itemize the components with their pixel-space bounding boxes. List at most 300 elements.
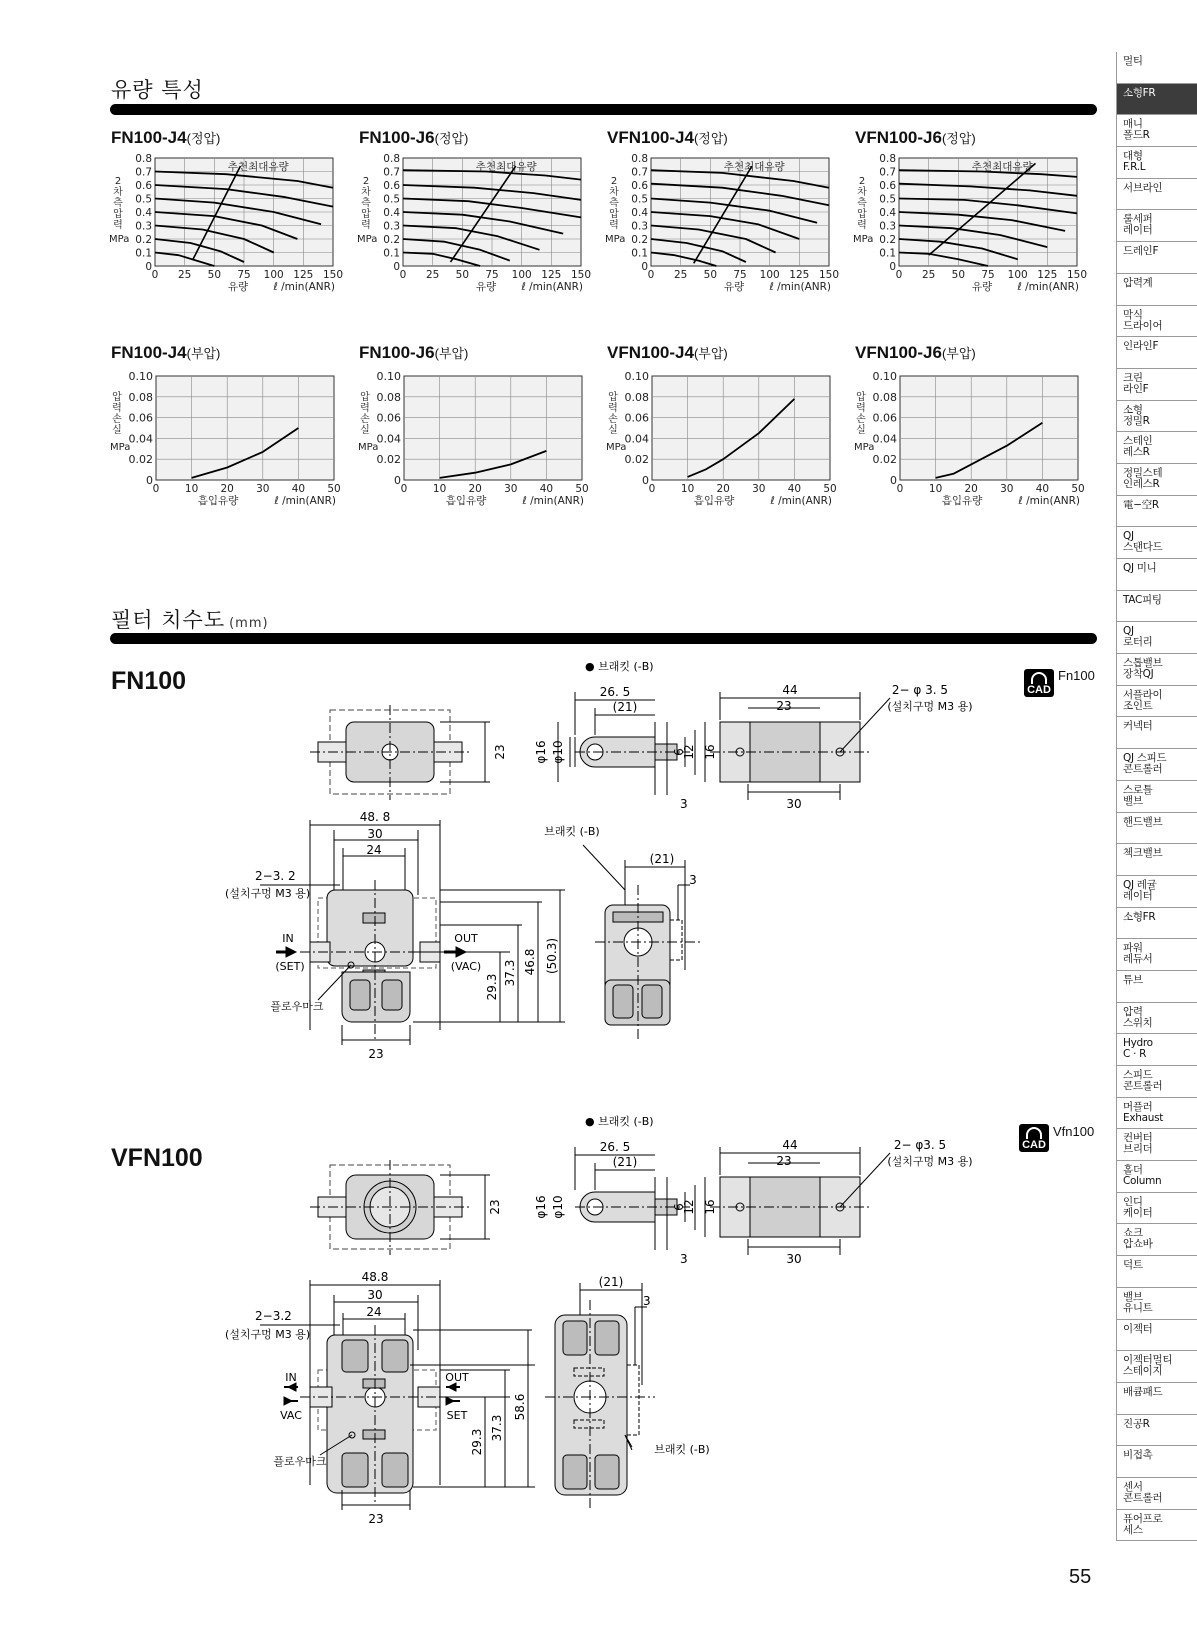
sidebar-tab[interactable]: 소형 정밀R	[1116, 401, 1197, 433]
y-axis-label-char: 압	[857, 209, 867, 220]
y-tick-label: 0.06	[128, 411, 153, 425]
y-tick-label: 0.7	[383, 166, 400, 179]
y-tick-label: 0	[146, 474, 153, 487]
x-tick-label: 0	[647, 269, 655, 281]
y-tick-label: 0.04	[376, 432, 401, 446]
y-axis-label-char: 력	[609, 220, 619, 231]
dim-text: 2−3. 2	[255, 869, 296, 883]
y-axis-label-char: 력	[608, 403, 618, 414]
y-axis-label-char: 차	[113, 187, 123, 198]
y-tick-label: 0.4	[879, 207, 896, 219]
sidebar-tab[interactable]: TAC피팅	[1116, 591, 1197, 623]
y-tick-label: 0.4	[135, 207, 152, 219]
y-tick-label: 0.08	[376, 390, 401, 404]
y-tick-label: 0	[642, 474, 649, 487]
port-label-vac: VAC	[280, 1409, 302, 1422]
flow-chart-fn100-j4-positive	[108, 154, 356, 304]
y-axis-label-char: 측	[857, 198, 867, 209]
x-tick-label: 25	[177, 269, 192, 281]
y-tick-label: 0.4	[631, 207, 648, 219]
x-tick-label: 125	[293, 269, 314, 281]
vfn100-side-view	[545, 1283, 655, 1510]
y-axis-unit: MPa	[605, 234, 626, 245]
y-axis-unit: MPa	[109, 234, 130, 245]
y-tick-label: 0.3	[135, 220, 152, 233]
sidebar-tab[interactable]: 룰세퍼 레이터	[1116, 210, 1197, 242]
y-tick-label: 0.08	[128, 390, 153, 404]
x-axis-unit: ℓ /min(ANR)	[770, 495, 832, 507]
x-tick-label: 50	[327, 483, 341, 495]
y-axis-label-char: 손	[608, 414, 618, 425]
y-axis-label-char: 2	[858, 176, 866, 187]
dim-text: 3	[680, 797, 688, 811]
sidebar-tab[interactable]: 스테인 레스R	[1116, 432, 1197, 464]
x-tick-label: 50	[703, 269, 718, 281]
chart-title: VFN100-J6(부압)	[855, 343, 976, 362]
y-axis-label-char: 압	[360, 392, 370, 403]
x-axis-label: 유량	[723, 281, 745, 293]
y-axis-unit: MPa	[606, 442, 627, 453]
dim-text: 29.3	[485, 973, 499, 1001]
y-axis-label-char: 실	[608, 425, 618, 436]
y-tick-label: 0.1	[631, 247, 648, 260]
y-tick-label: 0.3	[879, 220, 896, 233]
x-axis-unit: ℓ /min(ANR)	[769, 281, 831, 293]
plot-area	[156, 376, 334, 480]
section-rule-flow	[110, 104, 1097, 115]
x-tick-label: 25	[921, 269, 936, 281]
sidebar-tab[interactable]: 스로틀 밸브	[1116, 781, 1197, 813]
dim-text: 30	[786, 1252, 802, 1266]
x-tick-label: 30	[752, 483, 766, 495]
y-tick-label: 0.02	[128, 453, 153, 467]
y-tick-label: 0.8	[631, 153, 648, 165]
y-tick-label: 0.02	[376, 453, 401, 467]
fn100-dimension-drawing	[200, 660, 1020, 1100]
port-label-set: (SET)	[275, 960, 305, 973]
y-tick-label: 0.5	[879, 193, 896, 206]
x-tick-label: 0	[648, 483, 656, 495]
y-tick-label: 0.10	[624, 370, 649, 383]
sidebar-tab[interactable]: 압력계	[1116, 274, 1197, 306]
sidebar-tab[interactable]: 대형 F.R.L	[1116, 147, 1197, 179]
x-tick-label: 40	[787, 483, 802, 495]
x-tick-label: 100	[759, 269, 780, 281]
bracket-title: ● 브래킷 (-B)	[585, 1115, 654, 1128]
dim-text: 3	[689, 873, 697, 887]
y-tick-label: 0.7	[879, 166, 896, 179]
y-axis-label-char: 손	[360, 414, 370, 425]
chart-title: FN100-J6(정압)	[359, 128, 469, 147]
dim-text: 6	[672, 1203, 686, 1211]
y-tick-label: 0.6	[135, 180, 152, 192]
y-axis-label-char: 압	[608, 392, 618, 403]
y-tick-label: 0.5	[135, 193, 152, 206]
sidebar-tab[interactable]: 덕트	[1116, 1256, 1197, 1288]
dim-text: 44	[782, 683, 798, 697]
plot-area	[652, 376, 830, 480]
y-tick-label: 0.10	[376, 370, 401, 383]
y-axis-label-char: 차	[609, 187, 619, 198]
dim-text: φ10	[551, 740, 565, 764]
x-axis-unit: ℓ /min(ANR)	[1018, 495, 1080, 507]
recommended-max-label: 추천최대유량	[475, 161, 537, 173]
dim-text: φ16	[534, 740, 548, 764]
flow-chart-vfn100-j6-negative	[852, 368, 1100, 520]
sidebar-tab[interactable]: 핸드밸브	[1116, 813, 1197, 845]
port-label-in: IN	[282, 932, 294, 945]
sidebar-tab[interactable]: 튜브	[1116, 971, 1197, 1003]
x-tick-label: 25	[673, 269, 688, 281]
y-axis-label-char: 실	[360, 425, 370, 436]
dim-text: (21)	[649, 852, 675, 866]
x-tick-label: 100	[1007, 269, 1028, 281]
sidebar-tab[interactable]: 인라인F	[1116, 337, 1197, 369]
y-axis-label-char: 실	[856, 425, 866, 436]
y-tick-label: 0.02	[872, 453, 897, 467]
dim-text: 30	[367, 827, 383, 841]
x-tick-label: 0	[895, 269, 903, 281]
sidebar-tab[interactable]: QJ 미니	[1116, 559, 1197, 591]
flow-chart-fn100-j6-negative	[356, 368, 604, 520]
x-tick-label: 20	[220, 483, 234, 495]
chart-title: FN100-J4(정압)	[111, 128, 221, 147]
y-axis-label-char: 력	[112, 403, 122, 414]
port-label-vac: (VAC)	[450, 960, 482, 973]
x-tick-label: 40	[291, 483, 306, 495]
dim-text: 23	[493, 744, 507, 760]
dim-text: 23	[776, 699, 792, 713]
chart-title: VFN100-J4(정압)	[607, 128, 728, 147]
sidebar-tab[interactable]: QJ 스탠다드	[1116, 527, 1197, 559]
sidebar-tab[interactable]: 멀티	[1116, 52, 1197, 84]
y-tick-label: 0.10	[872, 370, 897, 383]
x-tick-label: 30	[504, 483, 518, 495]
dim-text: 30	[367, 1288, 383, 1302]
y-axis-unit: MPa	[358, 442, 379, 453]
dim-text: 3	[680, 1252, 688, 1266]
vfn100-top-view	[310, 1160, 490, 1255]
dim-text: 23	[776, 1154, 792, 1168]
x-tick-label: 25	[425, 269, 440, 281]
dim-text: 24	[366, 1305, 382, 1319]
dim-text: 29.3	[470, 1428, 484, 1456]
dim-text: 23	[488, 1199, 502, 1215]
y-tick-label: 0.2	[879, 234, 896, 246]
y-tick-label: 0.06	[624, 411, 649, 425]
y-axis-label-char: 차	[361, 187, 371, 198]
fn100-bracket-front-view	[710, 692, 890, 800]
x-tick-label: 75	[237, 269, 251, 281]
y-tick-label: 0	[890, 474, 897, 487]
y-axis-label-char: 손	[112, 414, 122, 425]
x-tick-label: 75	[485, 269, 499, 281]
dim-text: 44	[782, 1138, 798, 1152]
x-tick-label: 75	[981, 269, 995, 281]
x-tick-label: 30	[256, 483, 270, 495]
y-tick-label: 0.2	[383, 234, 400, 246]
x-axis-unit: ℓ /min(ANR)	[273, 281, 335, 293]
y-tick-label: 0.6	[879, 180, 896, 192]
dim-text: 37.3	[490, 1414, 504, 1442]
y-axis-label-char: 2	[362, 176, 370, 187]
chart-title: VFN100-J4(부압)	[607, 343, 728, 362]
sidebar-tab[interactable]: 커넥터	[1116, 717, 1197, 749]
cad-icon[interactable]: CAD	[1019, 1124, 1049, 1152]
sidebar-tab[interactable]: 電−空R	[1116, 496, 1197, 528]
dim-text: 2− φ3. 5	[893, 1138, 947, 1152]
x-axis-unit: ℓ /min(ANR)	[274, 495, 336, 507]
x-tick-label: 50	[951, 269, 966, 281]
dim-text: 2− φ 3. 5	[891, 683, 949, 697]
sidebar-tab[interactable]: 밸브 유니트	[1116, 1288, 1197, 1320]
dim-text: 23	[368, 1047, 384, 1061]
flow-mark-label: 플로우마크	[270, 1000, 324, 1013]
x-tick-label: 50	[207, 269, 222, 281]
y-axis-label-char: 측	[361, 198, 371, 209]
sidebar-tab[interactable]: 퓨어프로 세스	[1116, 1510, 1197, 1542]
bracket-label: 브래킷 (-B)	[544, 825, 600, 838]
y-tick-label: 0.02	[624, 453, 649, 467]
category-sidebar	[1116, 52, 1197, 1541]
y-tick-label: 0.6	[631, 180, 648, 192]
dim-text: 58.6	[513, 1393, 527, 1421]
x-axis-label: 유량	[475, 281, 497, 293]
flow-chart-fn100-j6-positive	[356, 154, 604, 304]
sidebar-tab[interactable]: 첵크밸브	[1116, 844, 1197, 876]
dim-text: φ16	[534, 1195, 548, 1219]
sidebar-tab[interactable]: 서플라이 조인트	[1116, 686, 1197, 718]
x-tick-label: 150	[322, 269, 344, 281]
flow-chart-vfn100-j4-negative	[604, 368, 852, 520]
port-label-out: OUT	[454, 932, 478, 945]
y-tick-label: 0.4	[383, 207, 400, 219]
sidebar-tab[interactable]: 소형FR	[1116, 908, 1197, 940]
x-axis-label: 유량	[227, 281, 249, 293]
port-label-out: OUT	[445, 1371, 469, 1384]
sidebar-tab[interactable]: 이젝터멀티 스테이지	[1116, 1351, 1197, 1383]
sidebar-tab[interactable]: 압력 스위치	[1116, 1003, 1197, 1035]
model-fn100-title: FN100	[111, 667, 187, 695]
cad-label-fn100[interactable]: Fn100	[1058, 668, 1095, 683]
sidebar-tab[interactable]: 파워 레듀서	[1116, 939, 1197, 971]
y-tick-label: 0.04	[624, 432, 649, 446]
y-axis-label-char: 력	[361, 220, 371, 231]
dim-text: φ10	[551, 1195, 565, 1219]
model-vfn100-title: VFN100	[111, 1144, 203, 1172]
y-tick-label: 0.08	[624, 390, 649, 404]
fn100-top-view	[310, 705, 490, 800]
flow-chart-vfn100-j4-positive	[604, 154, 852, 304]
x-tick-label: 20	[964, 483, 978, 495]
dim-text: 24	[366, 843, 382, 857]
dim-note: (설치구멍 M3 용)	[887, 700, 973, 713]
sidebar-tab[interactable]: 비접촉	[1116, 1446, 1197, 1478]
x-tick-label: 0	[896, 483, 904, 495]
x-tick-label: 0	[400, 483, 408, 495]
y-tick-label: 0	[145, 261, 152, 273]
y-axis-label-char: 력	[113, 220, 123, 231]
sidebar-tab[interactable]: 진공R	[1116, 1415, 1197, 1447]
x-tick-label: 150	[570, 269, 592, 281]
plot-area	[404, 376, 582, 480]
y-tick-label: 0.7	[631, 166, 648, 179]
sidebar-tab[interactable]: Hydro C · R	[1116, 1034, 1197, 1066]
section-title-flow: 유량 특성	[111, 78, 204, 102]
port-label-set: SET	[446, 1409, 468, 1422]
cad-icon[interactable]: CAD	[1024, 669, 1054, 697]
vfn100-dimension-drawing	[200, 1115, 1020, 1555]
y-tick-label: 0	[889, 261, 896, 273]
sidebar-tab[interactable]: 드레인F	[1116, 242, 1197, 274]
sidebar-tab[interactable]: 이젝터	[1116, 1320, 1197, 1352]
dim-text: 37.3	[503, 959, 517, 987]
y-tick-label: 0.10	[128, 370, 153, 383]
y-axis-unit: MPa	[357, 234, 378, 245]
dim-text: 3	[643, 1294, 651, 1308]
x-tick-label: 50	[455, 269, 470, 281]
flow-chart-fn100-j4-negative	[108, 368, 356, 520]
x-axis-label: 흡입유량	[197, 495, 239, 507]
y-axis-label-char: 압	[361, 209, 371, 220]
bracket-label: 브래킷 (-B)	[654, 1443, 710, 1456]
x-tick-label: 0	[152, 483, 160, 495]
y-axis-label-char: 실	[112, 425, 122, 436]
x-axis-label: 흡입유량	[941, 495, 983, 507]
y-tick-label: 0.1	[879, 247, 896, 260]
page-number: 55	[1069, 1566, 1092, 1588]
sidebar-tab[interactable]: 홀더 Column	[1116, 1161, 1197, 1193]
dim-text: (21)	[612, 1155, 638, 1169]
sidebar-tab[interactable]: QJ 로터리	[1116, 622, 1197, 654]
x-tick-label: 20	[468, 483, 482, 495]
sidebar-tab[interactable]: 크린 라인F	[1116, 369, 1197, 401]
dim-text: 26. 5	[599, 1140, 631, 1154]
sidebar-tab[interactable]: 인디 케이터	[1116, 1193, 1197, 1225]
sidebar-tab[interactable]: QJ 레귤 레이터	[1116, 876, 1197, 908]
x-axis-label: 흡입유량	[693, 495, 735, 507]
dim-text: 16	[703, 744, 717, 760]
y-tick-label: 0.1	[135, 247, 152, 260]
dim-text: (50.3)	[545, 937, 559, 975]
dim-text: (21)	[598, 1275, 624, 1289]
x-axis-unit: ℓ /min(ANR)	[521, 281, 583, 293]
y-tick-label: 0.5	[631, 193, 648, 206]
x-tick-label: 50	[575, 483, 589, 495]
sidebar-tab[interactable]: 머플러 Exhaust	[1116, 1098, 1197, 1130]
sidebar-tab[interactable]: 막식 드라이어	[1116, 306, 1197, 338]
y-axis-label-char: 압	[856, 392, 866, 403]
sidebar-tab[interactable]: 소형FR	[1116, 84, 1197, 116]
x-tick-label: 20	[716, 483, 730, 495]
sidebar-tab[interactable]: 배큠패드	[1116, 1383, 1197, 1415]
y-axis-label-char: 2	[610, 176, 618, 187]
dim-text: (21)	[612, 700, 638, 714]
x-axis-unit: ℓ /min(ANR)	[1017, 281, 1079, 293]
dim-text: 46.8	[523, 948, 537, 976]
sidebar-tab[interactable]: 스피드 콘트롤러	[1116, 1066, 1197, 1098]
x-tick-label: 40	[539, 483, 554, 495]
x-axis-unit: ℓ /min(ANR)	[522, 495, 584, 507]
y-axis-label-char: 력	[856, 403, 866, 414]
y-axis-label-char: 차	[857, 187, 867, 198]
x-tick-label: 10	[184, 483, 199, 495]
x-tick-label: 150	[818, 269, 840, 281]
x-tick-label: 0	[399, 269, 407, 281]
y-tick-label: 0.3	[383, 220, 400, 233]
sidebar-tab[interactable]: 정밀스테 인레스R	[1116, 464, 1197, 496]
cad-label-vfn100[interactable]: Vfn100	[1053, 1124, 1095, 1139]
x-tick-label: 40	[1035, 483, 1050, 495]
flow-chart-vfn100-j6-positive	[852, 154, 1100, 304]
y-axis-unit: MPa	[853, 234, 874, 245]
x-axis-label: 유량	[971, 281, 993, 293]
recommended-max-label: 추천최대유량	[971, 161, 1033, 173]
y-tick-label: 0	[394, 474, 401, 487]
dim-text: 16	[703, 1199, 717, 1215]
x-tick-label: 0	[151, 269, 159, 281]
x-tick-label: 100	[511, 269, 532, 281]
dim-text: 2−3.2	[255, 1309, 292, 1323]
vfn100-bracket-side-view	[575, 1147, 705, 1250]
y-tick-label: 0	[641, 261, 648, 273]
sidebar-tab[interactable]: QJ 스피드 콘트롤러	[1116, 749, 1197, 781]
y-tick-label: 0.04	[128, 432, 153, 446]
y-tick-label: 0.7	[135, 166, 152, 179]
dim-text: 48. 8	[359, 810, 391, 824]
section-title-dimensions: 필터 치수도 (mm)	[111, 608, 269, 632]
x-tick-label: 125	[1037, 269, 1058, 281]
port-label-in: IN	[285, 1371, 297, 1384]
fn100-side-view	[583, 845, 700, 1040]
dim-text: 26. 5	[599, 685, 631, 699]
y-axis-label-char: 2	[114, 176, 122, 187]
chart-title: FN100-J6(부압)	[359, 343, 469, 362]
dim-text: 12	[682, 1199, 696, 1215]
y-tick-label: 0.06	[376, 411, 401, 425]
y-axis-label-char: 압	[112, 392, 122, 403]
y-axis-label-char: 압	[609, 209, 619, 220]
sidebar-tab[interactable]: 스톱밸브 장착QJ	[1116, 654, 1197, 686]
recommended-max-label: 추천최대유량	[227, 161, 289, 173]
x-tick-label: 50	[1071, 483, 1085, 495]
x-tick-label: 125	[789, 269, 810, 281]
x-tick-label: 10	[928, 483, 943, 495]
x-tick-label: 150	[1066, 269, 1088, 281]
sidebar-tab[interactable]: 컨버터 브리더	[1116, 1129, 1197, 1161]
chart-title: FN100-J4(부압)	[111, 343, 221, 362]
y-tick-label: 0.6	[383, 180, 400, 192]
sidebar-tab[interactable]: 센서 콘트롤러	[1116, 1478, 1197, 1510]
y-tick-label: 0.8	[879, 153, 896, 165]
section-rule-dimensions	[110, 633, 1097, 644]
y-axis-unit: MPa	[854, 442, 875, 453]
x-tick-label: 125	[541, 269, 562, 281]
bracket-title: ● 브래킷 (-B)	[585, 660, 654, 673]
sidebar-tab[interactable]: 서브라인	[1116, 179, 1197, 211]
vfn100-front-view	[260, 1280, 535, 1510]
dim-note: (설치구멍 M3 용)	[225, 887, 311, 900]
y-axis-label-char: 력	[360, 403, 370, 414]
sidebar-tab[interactable]: 쇼크 압쇼바	[1116, 1224, 1197, 1256]
x-tick-label: 100	[263, 269, 284, 281]
y-axis-label-char: 력	[857, 220, 867, 231]
x-tick-label: 30	[1000, 483, 1014, 495]
sidebar-tab[interactable]: 매니 폴드R	[1116, 115, 1197, 147]
y-tick-label: 0.8	[383, 153, 400, 165]
x-tick-label: 10	[432, 483, 447, 495]
dim-note: (설치구멍 M3 용)	[225, 1328, 311, 1341]
